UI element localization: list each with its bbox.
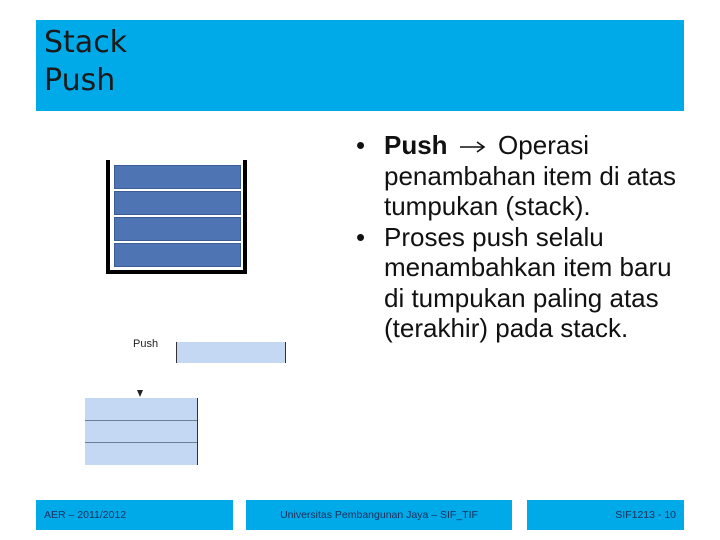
stack-item [114, 191, 241, 215]
bullet-text: Proses push selalu menambahkan item baru di tumpukan paling atas (terakhir) pada stack. [384, 221, 672, 343]
footer-left: AER – 2011/2012 [36, 500, 233, 530]
stack-item [114, 165, 241, 189]
stack-right-wall [243, 160, 247, 274]
lower-stack-divider [85, 420, 197, 421]
push-item [176, 342, 286, 363]
bullet-list [356, 130, 686, 344]
bullet-item [356, 222, 686, 344]
lower-stack-divider [85, 442, 197, 443]
lower-stack [85, 398, 198, 465]
bullet-dot-icon: • [356, 221, 366, 252]
slide-title-line-2: Push [44, 63, 116, 98]
footer-page-number: SIF1213 - 10 [527, 500, 684, 530]
title-bar [36, 20, 684, 111]
bullet-bold-term: Push [384, 130, 448, 160]
stack-item [114, 217, 241, 241]
arrow-down-icon [137, 390, 143, 397]
footer-center: Universitas Pembangunan Jaya – SIF_TIF [246, 500, 512, 530]
bullet-dot-icon: • [356, 130, 366, 160]
slide-title-line-1: Stack [44, 25, 128, 60]
bullet-item [356, 130, 686, 222]
push-label: Push [133, 338, 159, 350]
stack-item [114, 243, 241, 267]
bullet-text: Operasi penambahan item di atas tumpukan (stack). [384, 130, 676, 221]
arrow-right-icon [459, 130, 487, 161]
stack-bottom [106, 270, 247, 274]
stack-left-wall [106, 160, 110, 274]
